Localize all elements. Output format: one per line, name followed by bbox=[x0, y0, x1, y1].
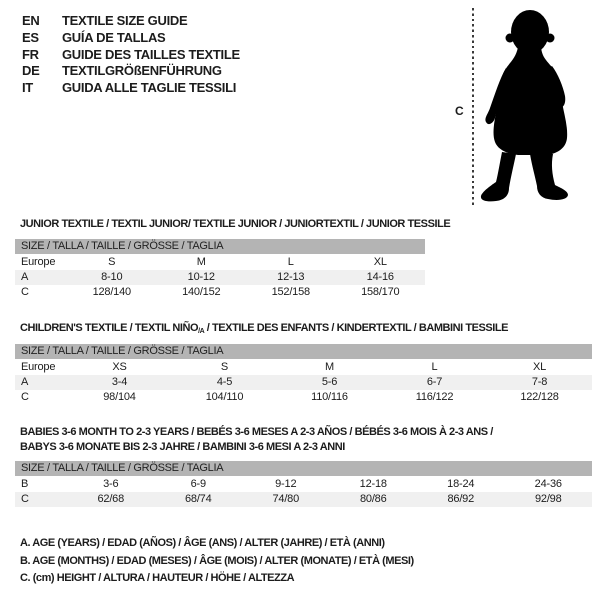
table-cell: 12-18 bbox=[359, 478, 387, 490]
table-cell: 10-12 bbox=[187, 271, 215, 283]
language-list bbox=[22, 13, 240, 97]
table-cell: 18-24 bbox=[447, 478, 475, 490]
table-cell: 122/128 bbox=[520, 391, 559, 403]
table-cell: 92/98 bbox=[534, 493, 562, 505]
table-cell: 104/110 bbox=[205, 391, 244, 403]
table-cell: 3-6 bbox=[103, 478, 119, 490]
note-height-cm: C. (cm) HEIGHT / ALTURA / HAUTEUR / HÖHE / ALTEZZA bbox=[20, 572, 295, 585]
table-cell: S bbox=[220, 361, 229, 373]
table-cell: 5-6 bbox=[321, 376, 338, 388]
babies-title-line2: BABYS 3-6 MONATE BIS 2-3 JAHRE / BAMBINI 3-6 MESI A 2-3 ANNI bbox=[20, 441, 345, 453]
table-cell: L bbox=[287, 256, 294, 268]
table-cell: 80/86 bbox=[359, 493, 387, 505]
babies-size-table bbox=[15, 461, 592, 507]
size-header-bar: SIZE / TALLA / TAILLE / GRÖSSE / TAGLIA bbox=[15, 239, 425, 254]
table-cell: S bbox=[108, 256, 116, 268]
table-cell: 152/158 bbox=[271, 286, 310, 298]
table-cell: 8-10 bbox=[101, 271, 123, 283]
language-title: GUIDE DES TAILLES TEXTILE bbox=[62, 46, 240, 62]
table-row bbox=[15, 492, 592, 507]
table-row bbox=[15, 477, 592, 492]
language-code: DE bbox=[22, 63, 40, 79]
table-body bbox=[15, 255, 425, 300]
language-title: GUIDA ALLE TAGLIE TESSILI bbox=[62, 80, 237, 96]
list-item bbox=[22, 30, 240, 47]
language-code: FR bbox=[22, 46, 39, 62]
table-row bbox=[15, 390, 592, 405]
note-age-months: B. AGE (MONTHS) / EDAD (MESES) / ÂGE (MOIS) / ALTER (MONATE) / ETÀ (MESI) bbox=[20, 554, 414, 567]
table-cell: 140/152 bbox=[182, 286, 221, 298]
table-cell: 98/104 bbox=[103, 391, 136, 403]
height-measure-label: C bbox=[455, 104, 464, 118]
note-age-years: A. AGE (YEARS) / EDAD (AÑOS) / ÂGE (ANS) / ALTER (JAHRE) / ETÀ (ANNI) bbox=[20, 537, 385, 549]
row-label: A bbox=[21, 271, 29, 283]
table-row bbox=[15, 270, 425, 285]
table-cell: 6-7 bbox=[426, 376, 443, 388]
children-section-title: CHILDREN'S TEXTILE / TEXTIL $NIÑO_{/A}$ / TEXTILE DES ENFANTS / KINDERTEXTIL / BAMBINI TESSILE bbox=[20, 322, 509, 335]
table-row bbox=[15, 375, 592, 390]
table-cell: 7-8 bbox=[531, 376, 548, 388]
title-subscript: /A bbox=[198, 328, 205, 335]
table-cell: 74/80 bbox=[272, 493, 300, 505]
toddler-silhouette-image bbox=[478, 2, 590, 206]
table-cell: XL bbox=[532, 361, 547, 373]
table-cell: 128/140 bbox=[92, 286, 131, 298]
height-measure-dotted-line bbox=[472, 8, 474, 206]
table-row bbox=[15, 285, 425, 300]
row-label: C bbox=[21, 286, 29, 298]
table-cell: L bbox=[431, 361, 438, 373]
children-size-table bbox=[15, 344, 592, 405]
size-header-bar: SIZE / TALLA / TAILLE / GRÖSSE / TAGLIA bbox=[15, 344, 592, 359]
row-label: Europe bbox=[21, 361, 56, 373]
table-cell: 3-4 bbox=[111, 376, 128, 388]
table-cell: M bbox=[196, 256, 206, 268]
list-item bbox=[22, 63, 240, 80]
legend-notes bbox=[20, 535, 414, 588]
table-row bbox=[15, 255, 425, 270]
table-cell: 12-13 bbox=[277, 271, 305, 283]
size-header-bar: SIZE / TALLA / TAILLE / GRÖSSE / TAGLIA bbox=[15, 461, 592, 476]
row-label: C bbox=[21, 391, 29, 403]
junior-size-table bbox=[15, 239, 425, 300]
language-code: IT bbox=[22, 80, 33, 96]
table-cell: 116/122 bbox=[415, 391, 454, 403]
language-title: GUÍA DE TALLAS bbox=[62, 29, 166, 45]
row-label: C bbox=[21, 493, 29, 505]
language-code: EN bbox=[22, 13, 40, 28]
table-cell: 6-9 bbox=[190, 478, 206, 490]
table-row bbox=[15, 360, 592, 375]
table-cell: 158/170 bbox=[361, 286, 400, 298]
table-cell: 68/74 bbox=[184, 493, 212, 505]
table-cell: M bbox=[325, 361, 334, 373]
table-cell: 86/92 bbox=[447, 493, 475, 505]
babies-section-title bbox=[20, 425, 493, 455]
junior-section-title: JUNIOR TEXTILE / TEXTIL JUNIOR/ TEXTILE JUNIOR / JUNIORTEXTIL / JUNIOR TESSILE bbox=[20, 218, 451, 230]
table-body bbox=[15, 477, 592, 507]
table-cell: 9-12 bbox=[275, 478, 297, 490]
list-item bbox=[22, 47, 240, 64]
list-item bbox=[22, 80, 240, 97]
language-title: TEXTILE SIZE GUIDE bbox=[62, 13, 188, 28]
language-code: ES bbox=[22, 29, 39, 45]
table-cell: 62/68 bbox=[97, 493, 125, 505]
babies-title-line1: BABIES 3-6 MONTH TO 2-3 YEARS / BEBÉS 3-6 MESES A 2-3 AÑOS / BÉBÉS 3-6 MOIS À 2-3 ANS / bbox=[20, 426, 493, 438]
list-item bbox=[22, 13, 240, 30]
row-label: B bbox=[21, 478, 29, 490]
table-body bbox=[15, 360, 592, 405]
language-title: TEXTILGRÖßENFÜHRUNG bbox=[62, 63, 222, 79]
table-cell: 4-5 bbox=[216, 376, 233, 388]
table-cell: XL bbox=[373, 256, 387, 268]
row-label: A bbox=[21, 376, 29, 388]
table-cell: 110/116 bbox=[311, 391, 348, 403]
row-label: Europe bbox=[21, 256, 56, 268]
table-cell: 24-36 bbox=[534, 478, 562, 490]
table-cell: XS bbox=[112, 361, 127, 373]
table-cell: 14-16 bbox=[366, 271, 394, 283]
